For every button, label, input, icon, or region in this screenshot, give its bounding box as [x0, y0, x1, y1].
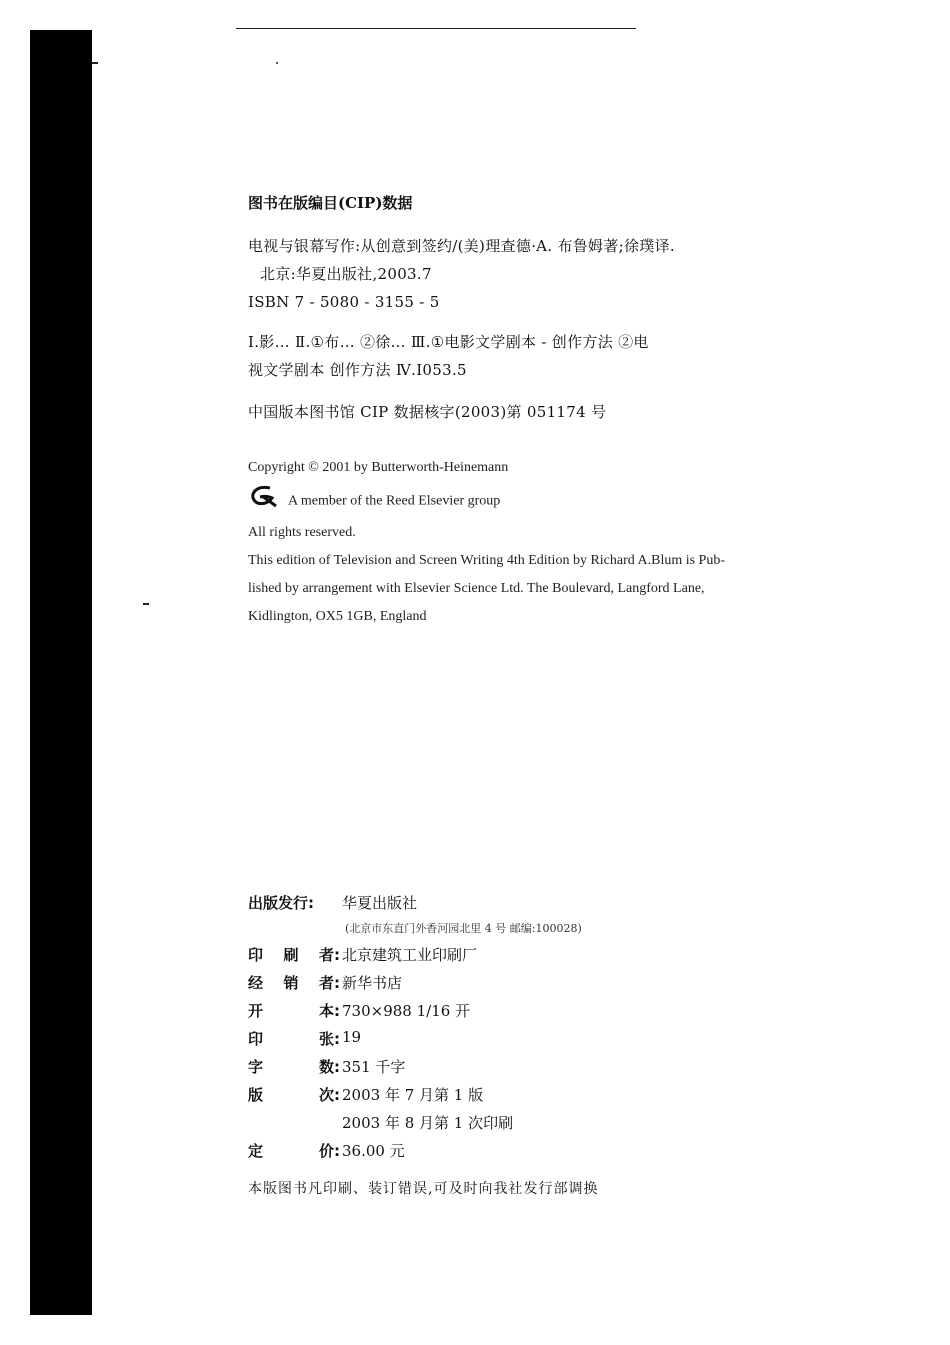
cip-isbn: ISBN 7 - 5080 - 3155 - 5 — [248, 293, 440, 311]
cip-publisher-line: 北京:华夏出版社,2003.7 — [260, 265, 432, 283]
edition-label: 版 次: — [248, 1086, 340, 1104]
price-value: 36.00 元 — [342, 1142, 405, 1160]
price-label: 定 价: — [248, 1142, 340, 1160]
cip-library-number: 中国版本图书馆 CIP 数据核字(2003)第 051174 号 — [248, 403, 607, 421]
publisher-address: (北京市东直门外香河园北里 4 号 邮编:100028) — [345, 922, 582, 935]
printer-value: 北京建筑工业印刷厂 — [342, 946, 478, 964]
reed-member-text: A member of the Reed Elsevier group — [288, 493, 501, 509]
publisher-value: 华夏出版社 — [342, 894, 418, 912]
publisher-label: 出版发行: — [248, 894, 314, 912]
format-label: 开 本: — [248, 1002, 340, 1020]
copyright-line: Copyright © 2001 by Butterworth-Heinemann — [248, 460, 509, 475]
sheets-row — [248, 1028, 361, 1049]
top-rule — [236, 28, 636, 29]
cip-record — [248, 232, 675, 316]
distributor-value: 新华书店 — [342, 974, 403, 992]
cip-subjects — [248, 328, 649, 384]
edition-line-3: Kidlington, OX5 1GB, England — [248, 609, 427, 624]
sheets-value: 19 — [342, 1028, 362, 1046]
cip-title: 图书在版编目(CIP)数据 — [248, 194, 413, 212]
scan-edge — [30, 30, 92, 1315]
reed-elsevier-logo-icon — [248, 484, 282, 519]
printer-label: 印 刷 者: — [248, 946, 340, 964]
distributor-row — [248, 972, 402, 993]
edition-line-1: This edition of Television and Screen Writing 4th Edition by Richard A.Blum is Pub- — [248, 553, 726, 568]
words-value: 351 千字 — [342, 1058, 406, 1076]
words-label: 字 数: — [248, 1058, 340, 1076]
words-row — [248, 1056, 405, 1077]
format-row — [248, 1000, 470, 1021]
cip-title-line: 电视与银幕写作:从创意到签约/(美)理查德·A. 布鲁姆著;徐璞译. — [248, 237, 675, 255]
sheets-label: 印 张: — [248, 1030, 340, 1048]
reed-member-line — [248, 484, 725, 519]
copyright-block — [248, 454, 725, 631]
printing-label-spacer — [248, 1112, 340, 1133]
format-value: 730×988 1/16 开 — [342, 1002, 471, 1020]
distributor-label: 经 销 者: — [248, 974, 340, 992]
scan-tick — [92, 62, 98, 64]
printing-row — [248, 1112, 513, 1133]
edition-line-2: lished by arrangement with Elsevier Science Ltd. The Boulevard, Langford Lane, — [248, 581, 705, 596]
rights-reserved: All rights reserved. — [248, 525, 356, 540]
scan-tick — [143, 603, 149, 605]
cip-subject-line-2: 视文学剧本 创作方法 Ⅳ.I053.5 — [248, 361, 467, 379]
publisher-row — [248, 892, 417, 913]
printer-row — [248, 944, 477, 965]
printing-value: 2003 年 8 月第 1 次印刷 — [342, 1114, 514, 1132]
edition-value: 2003 年 7 月第 1 版 — [342, 1086, 484, 1104]
scan-dot — [276, 62, 278, 64]
edition-row — [248, 1084, 483, 1105]
footer-note: 本版图书凡印刷、装订错误,可及时向我社发行部调换 — [248, 1181, 599, 1197]
cip-subject-line-1: Ⅰ.影… Ⅱ.①布… ②徐… Ⅲ.①电影文学剧本 - 创作方法 ②电 — [248, 333, 649, 351]
price-row — [248, 1140, 405, 1161]
